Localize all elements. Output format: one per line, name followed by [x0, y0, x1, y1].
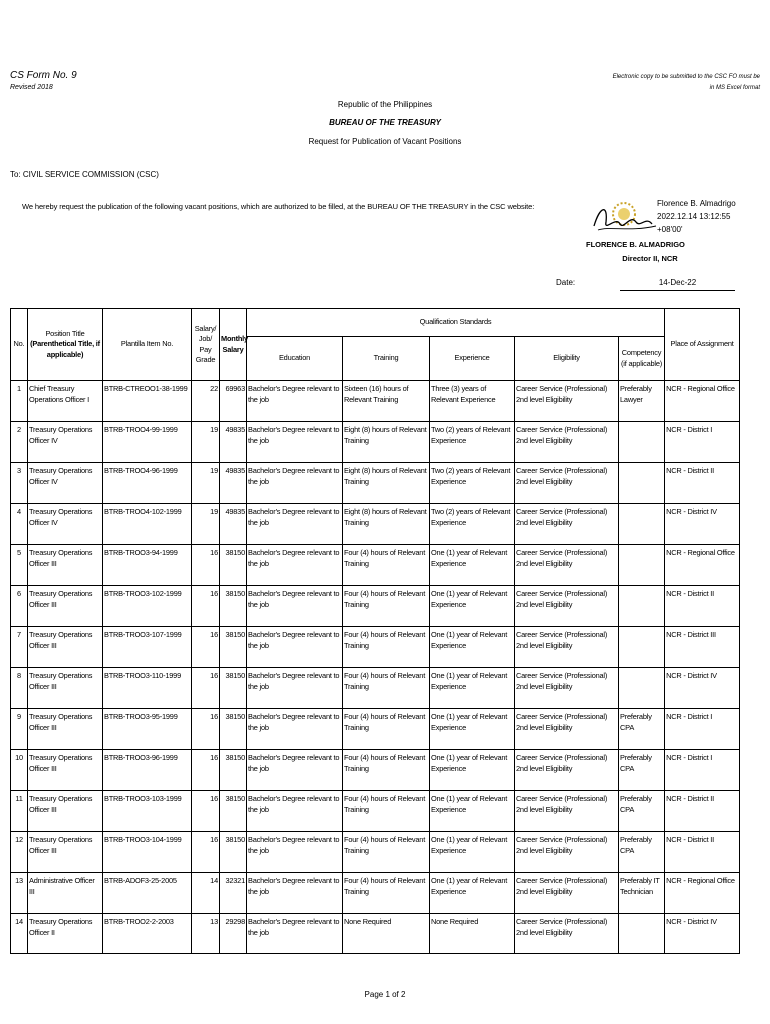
cell-plantilla-item-no: BTRB-TROO3-95-1999 — [103, 709, 192, 750]
cell-competency — [619, 668, 665, 709]
cell-education: Bachelor's Degree relevant to the job — [247, 627, 343, 668]
cell-competency: Preferably CPA — [619, 832, 665, 873]
cell-monthly-salary: 49835 — [220, 463, 247, 504]
header-education: Education — [247, 337, 343, 381]
cell-eligibility: Career Service (Professional) 2nd level Eligibility — [515, 791, 619, 832]
cell-training: Four (4) hours of Relevant Training — [343, 545, 430, 586]
cell-row-number: 5 — [11, 545, 28, 586]
cell-competency — [619, 627, 665, 668]
form-number: CS Form No. 9 — [10, 70, 77, 81]
cell-salary-grade: 16 — [192, 545, 220, 586]
cell-plantilla-item-no: BTRB-CTREOO1-38-1999 — [103, 381, 192, 422]
table-row — [11, 873, 740, 914]
cell-training: Four (4) hours of Relevant Training — [343, 750, 430, 791]
cell-salary-grade: 16 — [192, 750, 220, 791]
addressee: To: CIVIL SERVICE COMMISSION (CSC) — [10, 170, 159, 179]
cell-plantilla-item-no: BTRB-TROO2-2-2003 — [103, 914, 192, 954]
cell-experience: One (1) year of Relevant Experience — [430, 791, 515, 832]
cell-training: Four (4) hours of Relevant Training — [343, 873, 430, 914]
cell-eligibility: Career Service (Professional) 2nd level Eligibility — [515, 709, 619, 750]
cell-salary-grade: 16 — [192, 627, 220, 668]
date-underline — [620, 290, 735, 291]
cell-eligibility: Career Service (Professional) 2nd level Eligibility — [515, 586, 619, 627]
cell-row-number: 11 — [11, 791, 28, 832]
cell-monthly-salary: 38150 — [220, 791, 247, 832]
header-experience: Experience — [430, 337, 515, 381]
page-number: Page 1 of 2 — [364, 990, 406, 999]
cell-salary-grade: 14 — [192, 873, 220, 914]
header-eligibility: Eligibility — [515, 337, 619, 381]
cell-competency: Preferably Lawyer — [619, 381, 665, 422]
cell-training: Sixteen (16) hours of Relevant Training — [343, 381, 430, 422]
cell-experience: One (1) year of Relevant Experience — [430, 627, 515, 668]
header-monthly-salary: Monthly Salary — [220, 309, 247, 381]
table-row — [11, 422, 740, 463]
cell-monthly-salary: 38150 — [220, 627, 247, 668]
cell-place-of-assignment: NCR - District II — [665, 463, 740, 504]
cell-education: Bachelor's Degree relevant to the job — [247, 832, 343, 873]
table-row — [11, 545, 740, 586]
cell-salary-grade: 22 — [192, 381, 220, 422]
cell-position-title: Treasury Operations Officer IV — [28, 422, 103, 463]
cell-competency — [619, 504, 665, 545]
cell-experience: One (1) year of Relevant Experience — [430, 832, 515, 873]
bureau-heading: BUREAU OF THE TREASURY — [329, 118, 441, 127]
cell-plantilla-item-no: BTRB-TROO3-96-1999 — [103, 750, 192, 791]
cell-position-title: Treasury Operations Officer III — [28, 545, 103, 586]
cell-experience: One (1) year of Relevant Experience — [430, 750, 515, 791]
cell-row-number: 2 — [11, 422, 28, 463]
cell-eligibility: Career Service (Professional) 2nd level Eligibility — [515, 627, 619, 668]
cell-place-of-assignment: NCR - District IV — [665, 914, 740, 954]
cell-position-title: Administrative Officer III — [28, 873, 103, 914]
cell-competency — [619, 914, 665, 954]
signatory-title: Director II, NCR — [622, 254, 678, 263]
cell-salary-grade: 16 — [192, 832, 220, 873]
cell-position-title: Treasury Operations Officer III — [28, 791, 103, 832]
request-statement: We hereby request the publication of the following vacant positions, which are authorized to be filled, at the BUREAU OF THE TREASURY in the CSC website: — [22, 202, 535, 211]
cell-eligibility: Career Service (Professional) 2nd level Eligibility — [515, 545, 619, 586]
form-revision: Revised 2018 — [10, 84, 53, 91]
table-row — [11, 381, 740, 422]
header-qualification-standards: Qualification Standards — [247, 309, 665, 337]
cell-salary-grade: 19 — [192, 463, 220, 504]
cell-training: Eight (8) hours of Relevant Training — [343, 463, 430, 504]
cell-salary-grade: 19 — [192, 504, 220, 545]
header-place-of-assignment: Place of Assignment — [665, 309, 740, 381]
header-no: No. — [11, 309, 28, 381]
digital-signature-text — [657, 197, 736, 236]
table-row — [11, 463, 740, 504]
header-grade: Salary/ Job/ Pay Grade — [192, 309, 220, 381]
cell-position-title: Chief Treasury Operations Officer I — [28, 381, 103, 422]
cell-place-of-assignment: NCR - District IV — [665, 668, 740, 709]
header-position — [28, 309, 103, 381]
cell-monthly-salary: 49835 — [220, 504, 247, 545]
cell-training: Four (4) hours of Relevant Training — [343, 832, 430, 873]
table-row — [11, 832, 740, 873]
digital-signature-timestamp: 2022.12.14 13:12:55 — [657, 212, 731, 221]
cell-salary-grade: 16 — [192, 791, 220, 832]
table-row — [11, 668, 740, 709]
cell-education: Bachelor's Degree relevant to the job — [247, 750, 343, 791]
cell-education: Bachelor's Degree relevant to the job — [247, 463, 343, 504]
cell-salary-grade: 16 — [192, 709, 220, 750]
cell-eligibility: Career Service (Professional) 2nd level Eligibility — [515, 832, 619, 873]
cell-education: Bachelor's Degree relevant to the job — [247, 873, 343, 914]
cell-training: None Required — [343, 914, 430, 954]
cell-salary-grade: 16 — [192, 586, 220, 627]
cell-experience: One (1) year of Relevant Experience — [430, 668, 515, 709]
cell-monthly-salary: 38150 — [220, 545, 247, 586]
cell-experience: One (1) year of Relevant Experience — [430, 586, 515, 627]
cell-row-number: 7 — [11, 627, 28, 668]
cell-eligibility: Career Service (Professional) 2nd level Eligibility — [515, 668, 619, 709]
cell-experience: Two (2) years of Relevant Experience — [430, 504, 515, 545]
header-position-title: Position Title — [45, 328, 85, 338]
cell-salary-grade: 16 — [192, 668, 220, 709]
cell-place-of-assignment: NCR - District I — [665, 709, 740, 750]
request-heading: Request for Publication of Vacant Positions — [308, 137, 462, 146]
cell-education: Bachelor's Degree relevant to the job — [247, 586, 343, 627]
cell-monthly-salary: 69963 — [220, 381, 247, 422]
vacant-positions-table — [10, 308, 740, 954]
cell-place-of-assignment: NCR - District I — [665, 422, 740, 463]
cell-place-of-assignment: NCR - District IV — [665, 504, 740, 545]
cell-training: Eight (8) hours of Relevant Training — [343, 422, 430, 463]
cell-education: Bachelor's Degree relevant to the job — [247, 545, 343, 586]
cell-training: Eight (8) hours of Relevant Training — [343, 504, 430, 545]
cell-plantilla-item-no: BTRB-TROO3-103-1999 — [103, 791, 192, 832]
cell-monthly-salary: 38150 — [220, 586, 247, 627]
cell-plantilla-item-no: BTRB-TROO3-102-1999 — [103, 586, 192, 627]
table-row — [11, 586, 740, 627]
cell-training: Four (4) hours of Relevant Training — [343, 791, 430, 832]
cell-training: Four (4) hours of Relevant Training — [343, 668, 430, 709]
cell-salary-grade: 13 — [192, 914, 220, 954]
cell-position-title: Treasury Operations Officer III — [28, 709, 103, 750]
date-label: Date: — [556, 278, 576, 287]
header-plantilla: Plantilla Item No. — [103, 309, 192, 381]
cell-education: Bachelor's Degree relevant to the job — [247, 504, 343, 545]
cell-competency — [619, 422, 665, 463]
cell-position-title: Treasury Operations Officer III — [28, 668, 103, 709]
cell-competency — [619, 463, 665, 504]
cell-place-of-assignment: NCR - District III — [665, 627, 740, 668]
cell-place-of-assignment: NCR - District II — [665, 586, 740, 627]
cell-experience: Two (2) years of Relevant Experience — [430, 463, 515, 504]
cell-monthly-salary: 38150 — [220, 709, 247, 750]
cell-eligibility: Career Service (Professional) 2nd level Eligibility — [515, 463, 619, 504]
cell-competency: Preferably CPA — [619, 791, 665, 832]
electronic-copy-note: Electronic copy to be submitted to the CSC FO must be in MS Excel format — [612, 74, 760, 91]
cell-place-of-assignment: NCR - Regional Office — [665, 381, 740, 422]
cell-plantilla-item-no: BTRB-TROO4-99-1999 — [103, 422, 192, 463]
cell-place-of-assignment: NCR - District I — [665, 750, 740, 791]
cell-eligibility: Career Service (Professional) 2nd level Eligibility — [515, 873, 619, 914]
cell-eligibility: Career Service (Professional) 2nd level Eligibility — [515, 750, 619, 791]
cell-experience: One (1) year of Relevant Experience — [430, 709, 515, 750]
republic-heading: Republic of the Philippines — [337, 100, 433, 109]
cell-position-title: Treasury Operations Officer III — [28, 750, 103, 791]
header-position-parenthetical: (Parenthetical Title, if applicable) — [30, 339, 100, 359]
cell-row-number: 4 — [11, 504, 28, 545]
digital-signature-timezone: +08'00' — [657, 225, 683, 234]
cell-row-number: 8 — [11, 668, 28, 709]
cell-monthly-salary: 38150 — [220, 750, 247, 791]
cell-experience: None Required — [430, 914, 515, 954]
cell-eligibility: Career Service (Professional) 2nd level Eligibility — [515, 914, 619, 954]
cell-row-number: 14 — [11, 914, 28, 954]
cell-competency: Preferably CPA — [619, 709, 665, 750]
cell-place-of-assignment: NCR - Regional Office — [665, 873, 740, 914]
cell-experience: Two (2) years of Relevant Experience — [430, 422, 515, 463]
cell-monthly-salary: 38150 — [220, 668, 247, 709]
cell-row-number: 12 — [11, 832, 28, 873]
cell-eligibility: Career Service (Professional) 2nd level Eligibility — [515, 504, 619, 545]
cell-monthly-salary: 38150 — [220, 832, 247, 873]
cell-position-title: Treasury Operations Officer III — [28, 586, 103, 627]
cell-competency — [619, 586, 665, 627]
cell-plantilla-item-no: BTRB-ADOF3-25-2005 — [103, 873, 192, 914]
cell-training: Four (4) hours of Relevant Training — [343, 709, 430, 750]
cell-row-number: 13 — [11, 873, 28, 914]
cell-row-number: 9 — [11, 709, 28, 750]
cell-salary-grade: 19 — [192, 422, 220, 463]
cell-education: Bachelor's Degree relevant to the job — [247, 914, 343, 954]
cell-plantilla-item-no: BTRB-TROO4-102-1999 — [103, 504, 192, 545]
date-value: 14-Dec-22 — [658, 278, 697, 287]
cell-plantilla-item-no: BTRB-TROO3-110-1999 — [103, 668, 192, 709]
cell-place-of-assignment: NCR - Regional Office — [665, 545, 740, 586]
table-row — [11, 914, 740, 954]
cell-experience: One (1) year of Relevant Experience — [430, 873, 515, 914]
cell-position-title: Treasury Operations Officer III — [28, 627, 103, 668]
cell-education: Bachelor's Degree relevant to the job — [247, 422, 343, 463]
table-row — [11, 750, 740, 791]
cell-education: Bachelor's Degree relevant to the job — [247, 381, 343, 422]
cell-plantilla-item-no: BTRB-TROO3-107-1999 — [103, 627, 192, 668]
cell-plantilla-item-no: BTRB-TROO3-104-1999 — [103, 832, 192, 873]
digital-signer-name: Florence B. Almadrigo — [657, 199, 736, 208]
cell-place-of-assignment: NCR - District II — [665, 791, 740, 832]
cell-education: Bachelor's Degree relevant to the job — [247, 709, 343, 750]
header-training: Training — [343, 337, 430, 381]
cell-training: Four (4) hours of Relevant Training — [343, 627, 430, 668]
cell-eligibility: Career Service (Professional) 2nd level Eligibility — [515, 422, 619, 463]
cell-position-title: Treasury Operations Officer III — [28, 832, 103, 873]
cell-experience: One (1) year of Relevant Experience — [430, 545, 515, 586]
cell-eligibility: Career Service (Professional) 2nd level Eligibility — [515, 381, 619, 422]
header-competency: Competency (if applicable) — [619, 337, 665, 381]
cell-training: Four (4) hours of Relevant Training — [343, 586, 430, 627]
cell-position-title: Treasury Operations Officer IV — [28, 463, 103, 504]
cell-row-number: 1 — [11, 381, 28, 422]
signatory-name: FLORENCE B. ALMADRIGO — [586, 240, 685, 249]
cell-competency — [619, 545, 665, 586]
cell-plantilla-item-no: BTRB-TROO4-96-1999 — [103, 463, 192, 504]
cell-experience: Three (3) years of Relevant Experience — [430, 381, 515, 422]
table-row — [11, 504, 740, 545]
cell-monthly-salary: 32321 — [220, 873, 247, 914]
cell-competency: Preferably CPA — [619, 750, 665, 791]
cell-competency: Preferably IT Technician — [619, 873, 665, 914]
table-row — [11, 627, 740, 668]
cell-position-title: Treasury Operations Officer II — [28, 914, 103, 954]
cell-plantilla-item-no: BTRB-TROO3-94-1999 — [103, 545, 192, 586]
cell-place-of-assignment: NCR - District II — [665, 832, 740, 873]
cell-monthly-salary: 29298 — [220, 914, 247, 954]
cell-position-title: Treasury Operations Officer IV — [28, 504, 103, 545]
cell-education: Bachelor's Degree relevant to the job — [247, 791, 343, 832]
cell-row-number: 10 — [11, 750, 28, 791]
table-row — [11, 791, 740, 832]
cell-row-number: 6 — [11, 586, 28, 627]
cell-row-number: 3 — [11, 463, 28, 504]
cell-education: Bachelor's Degree relevant to the job — [247, 668, 343, 709]
table-row — [11, 709, 740, 750]
cell-monthly-salary: 49835 — [220, 422, 247, 463]
